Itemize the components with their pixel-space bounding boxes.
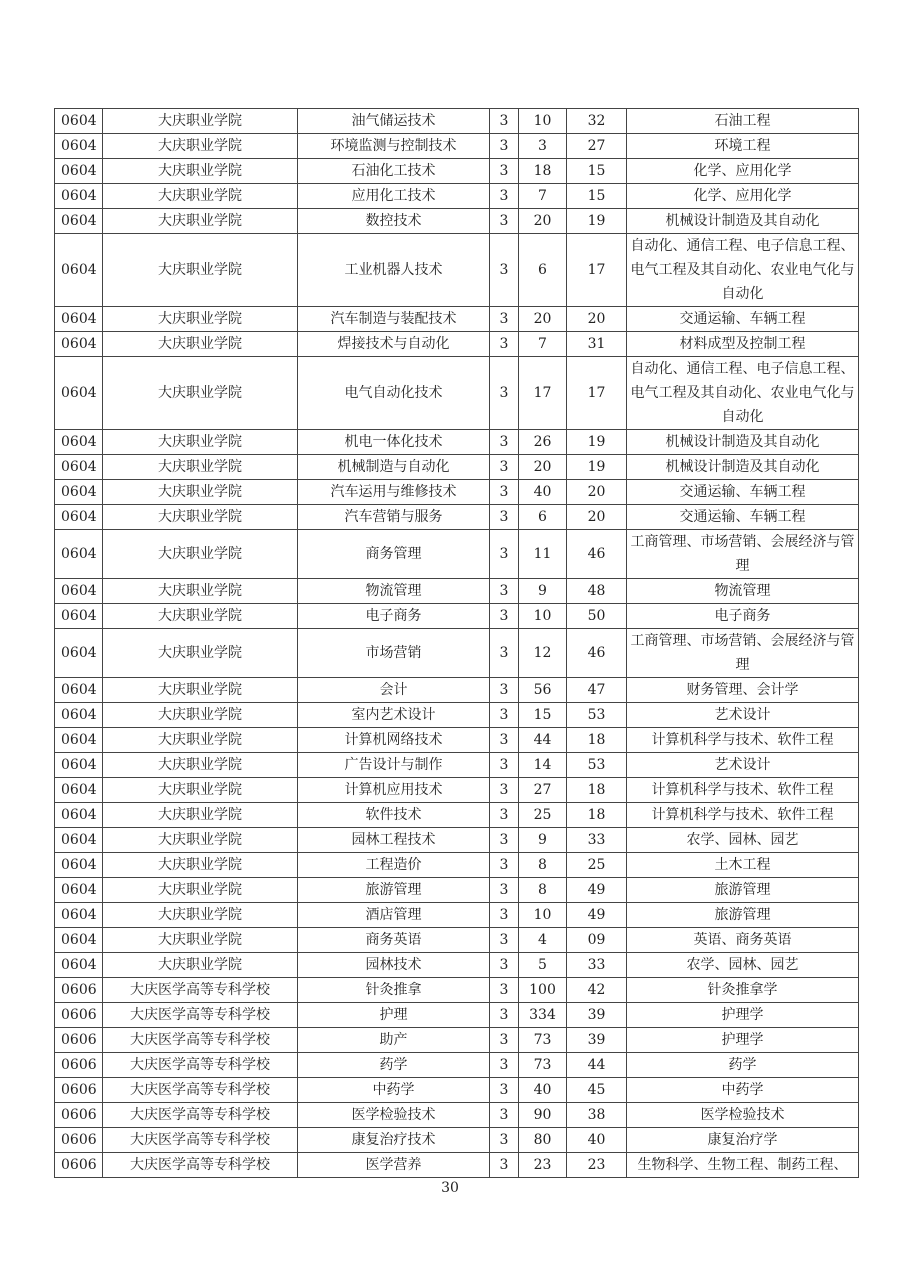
major-name-cell: 针灸推拿	[298, 978, 490, 1003]
school-code-cell: 0604	[55, 828, 103, 853]
duration-cell: 3	[490, 455, 519, 480]
school-name-cell: 大庆职业学院	[103, 853, 298, 878]
quota-cell: 334	[519, 1003, 567, 1028]
page-number: 30	[441, 1180, 459, 1196]
school-code-cell: 0604	[55, 903, 103, 928]
table-row	[55, 1053, 859, 1078]
target-major-cell: 计算机科学与技术、软件工程	[627, 778, 859, 803]
table-row	[55, 1103, 859, 1128]
category-code-cell: 33	[567, 953, 627, 978]
major-name-cell: 汽车运用与维修技术	[298, 480, 490, 505]
quota-cell: 90	[519, 1103, 567, 1128]
school-code-cell: 0604	[55, 307, 103, 332]
table-row	[55, 455, 859, 480]
target-major-cell: 机械设计制造及其自动化	[627, 455, 859, 480]
quota-cell: 17	[519, 357, 567, 430]
major-name-cell: 会计	[298, 678, 490, 703]
major-name-cell: 工程造价	[298, 853, 490, 878]
school-name-cell: 大庆职业学院	[103, 530, 298, 579]
major-name-cell: 机械制造与自动化	[298, 455, 490, 480]
school-name-cell: 大庆职业学院	[103, 778, 298, 803]
table-row	[55, 828, 859, 853]
category-code-cell: 49	[567, 903, 627, 928]
school-code-cell: 0606	[55, 978, 103, 1003]
target-major-cell: 机械设计制造及其自动化	[627, 209, 859, 234]
category-code-cell: 25	[567, 853, 627, 878]
target-major-cell: 护理学	[627, 1028, 859, 1053]
school-code-cell: 0604	[55, 430, 103, 455]
duration-cell: 3	[490, 728, 519, 753]
major-name-cell: 环境监测与控制技术	[298, 134, 490, 159]
major-name-cell: 石油化工技术	[298, 159, 490, 184]
major-name-cell: 应用化工技术	[298, 184, 490, 209]
quota-cell: 26	[519, 430, 567, 455]
quota-cell: 14	[519, 753, 567, 778]
category-code-cell: 44	[567, 1053, 627, 1078]
duration-cell: 3	[490, 480, 519, 505]
school-name-cell: 大庆职业学院	[103, 184, 298, 209]
duration-cell: 3	[490, 1078, 519, 1103]
major-name-cell: 物流管理	[298, 579, 490, 604]
table-row	[55, 332, 859, 357]
school-name-cell: 大庆医学高等专科学校	[103, 1028, 298, 1053]
quota-cell: 56	[519, 678, 567, 703]
target-major-cell: 英语、商务英语	[627, 928, 859, 953]
target-major-cell: 计算机科学与技术、软件工程	[627, 728, 859, 753]
target-major-cell: 医学检验技术	[627, 1103, 859, 1128]
table-row	[55, 307, 859, 332]
school-code-cell: 0606	[55, 1128, 103, 1153]
table-row	[55, 530, 859, 579]
school-code-cell: 0604	[55, 505, 103, 530]
school-code-cell: 0604	[55, 703, 103, 728]
major-name-cell: 广告设计与制作	[298, 753, 490, 778]
school-name-cell: 大庆职业学院	[103, 903, 298, 928]
table-row	[55, 109, 859, 134]
duration-cell: 3	[490, 159, 519, 184]
quota-cell: 7	[519, 184, 567, 209]
school-code-cell: 0604	[55, 480, 103, 505]
target-major-cell: 化学、应用化学	[627, 159, 859, 184]
duration-cell: 3	[490, 505, 519, 530]
school-name-cell: 大庆职业学院	[103, 134, 298, 159]
duration-cell: 3	[490, 928, 519, 953]
table-row	[55, 753, 859, 778]
school-code-cell: 0606	[55, 1153, 103, 1178]
school-code-cell: 0604	[55, 928, 103, 953]
duration-cell: 3	[490, 430, 519, 455]
quota-cell: 9	[519, 579, 567, 604]
school-name-cell: 大庆职业学院	[103, 332, 298, 357]
table-body	[55, 109, 859, 1178]
duration-cell: 3	[490, 803, 519, 828]
quota-cell: 10	[519, 109, 567, 134]
duration-cell: 3	[490, 1153, 519, 1178]
school-name-cell: 大庆职业学院	[103, 828, 298, 853]
category-code-cell: 50	[567, 604, 627, 629]
major-name-cell: 汽车营销与服务	[298, 505, 490, 530]
school-code-cell: 0604	[55, 530, 103, 579]
table-row	[55, 505, 859, 530]
table-row	[55, 978, 859, 1003]
duration-cell: 3	[490, 307, 519, 332]
duration-cell: 3	[490, 209, 519, 234]
school-code-cell: 0604	[55, 109, 103, 134]
quota-cell: 6	[519, 505, 567, 530]
school-name-cell: 大庆职业学院	[103, 209, 298, 234]
category-code-cell: 31	[567, 332, 627, 357]
category-code-cell: 49	[567, 878, 627, 903]
table-row	[55, 953, 859, 978]
table-row	[55, 728, 859, 753]
major-name-cell: 医学检验技术	[298, 1103, 490, 1128]
table-row	[55, 1078, 859, 1103]
school-name-cell: 大庆职业学院	[103, 505, 298, 530]
table-row	[55, 903, 859, 928]
quota-cell: 20	[519, 455, 567, 480]
category-code-cell: 27	[567, 134, 627, 159]
table-row	[55, 878, 859, 903]
category-code-cell: 17	[567, 357, 627, 430]
school-name-cell: 大庆职业学院	[103, 234, 298, 307]
table-row	[55, 159, 859, 184]
school-name-cell: 大庆职业学院	[103, 480, 298, 505]
school-name-cell: 大庆职业学院	[103, 109, 298, 134]
enrollment-table	[54, 108, 859, 1178]
table-row	[55, 480, 859, 505]
quota-cell: 23	[519, 1153, 567, 1178]
target-major-cell: 工商管理、市场营销、会展经济与管理	[627, 629, 859, 678]
duration-cell: 3	[490, 332, 519, 357]
quota-cell: 10	[519, 903, 567, 928]
duration-cell: 3	[490, 1003, 519, 1028]
school-code-cell: 0604	[55, 953, 103, 978]
major-name-cell: 汽车制造与装配技术	[298, 307, 490, 332]
duration-cell: 3	[490, 234, 519, 307]
target-major-cell: 交通运输、车辆工程	[627, 307, 859, 332]
target-major-cell: 自动化、通信工程、电子信息工程、电气工程及其自动化、农业电气化与自动化	[627, 234, 859, 307]
quota-cell: 27	[519, 778, 567, 803]
duration-cell: 3	[490, 753, 519, 778]
category-code-cell: 20	[567, 480, 627, 505]
table-row	[55, 928, 859, 953]
major-name-cell: 护理	[298, 1003, 490, 1028]
table-row	[55, 1153, 859, 1178]
quota-cell: 73	[519, 1028, 567, 1053]
school-code-cell: 0606	[55, 1053, 103, 1078]
target-major-cell: 艺术设计	[627, 703, 859, 728]
school-name-cell: 大庆职业学院	[103, 753, 298, 778]
category-code-cell: 18	[567, 728, 627, 753]
target-major-cell: 计算机科学与技术、软件工程	[627, 803, 859, 828]
quota-cell: 8	[519, 878, 567, 903]
target-major-cell: 自动化、通信工程、电子信息工程、电气工程及其自动化、农业电气化与自动化	[627, 357, 859, 430]
target-major-cell: 电子商务	[627, 604, 859, 629]
major-name-cell: 园林工程技术	[298, 828, 490, 853]
school-name-cell: 大庆职业学院	[103, 307, 298, 332]
category-code-cell: 46	[567, 629, 627, 678]
school-name-cell: 大庆医学高等专科学校	[103, 1153, 298, 1178]
target-major-cell: 财务管理、会计学	[627, 678, 859, 703]
school-name-cell: 大庆医学高等专科学校	[103, 978, 298, 1003]
school-name-cell: 大庆职业学院	[103, 455, 298, 480]
quota-cell: 80	[519, 1128, 567, 1153]
major-name-cell: 计算机网络技术	[298, 728, 490, 753]
school-code-cell: 0604	[55, 332, 103, 357]
category-code-cell: 40	[567, 1128, 627, 1153]
quota-cell: 40	[519, 480, 567, 505]
major-name-cell: 药学	[298, 1053, 490, 1078]
school-code-cell: 0604	[55, 778, 103, 803]
quota-cell: 15	[519, 703, 567, 728]
school-name-cell: 大庆职业学院	[103, 579, 298, 604]
duration-cell: 3	[490, 134, 519, 159]
category-code-cell: 53	[567, 753, 627, 778]
quota-cell: 8	[519, 853, 567, 878]
school-name-cell: 大庆职业学院	[103, 678, 298, 703]
duration-cell: 3	[490, 853, 519, 878]
school-name-cell: 大庆医学高等专科学校	[103, 1003, 298, 1028]
school-code-cell: 0606	[55, 1103, 103, 1128]
category-code-cell: 09	[567, 928, 627, 953]
quota-cell: 18	[519, 159, 567, 184]
duration-cell: 3	[490, 828, 519, 853]
school-code-cell: 0604	[55, 455, 103, 480]
duration-cell: 3	[490, 530, 519, 579]
quota-cell: 6	[519, 234, 567, 307]
table-row	[55, 1003, 859, 1028]
duration-cell: 3	[490, 678, 519, 703]
school-name-cell: 大庆职业学院	[103, 159, 298, 184]
quota-cell: 40	[519, 1078, 567, 1103]
school-name-cell: 大庆医学高等专科学校	[103, 1103, 298, 1128]
school-name-cell: 大庆医学高等专科学校	[103, 1078, 298, 1103]
major-name-cell: 商务管理	[298, 530, 490, 579]
school-name-cell: 大庆医学高等专科学校	[103, 1053, 298, 1078]
major-name-cell: 助产	[298, 1028, 490, 1053]
school-code-cell: 0604	[55, 878, 103, 903]
table-row	[55, 234, 859, 307]
category-code-cell: 38	[567, 1103, 627, 1128]
duration-cell: 3	[490, 579, 519, 604]
major-name-cell: 焊接技术与自动化	[298, 332, 490, 357]
major-name-cell: 计算机应用技术	[298, 778, 490, 803]
table-row	[55, 134, 859, 159]
table-row	[55, 803, 859, 828]
target-major-cell: 旅游管理	[627, 878, 859, 903]
major-name-cell: 旅游管理	[298, 878, 490, 903]
school-name-cell: 大庆职业学院	[103, 430, 298, 455]
school-code-cell: 0606	[55, 1028, 103, 1053]
quota-cell: 25	[519, 803, 567, 828]
category-code-cell: 53	[567, 703, 627, 728]
school-name-cell: 大庆职业学院	[103, 803, 298, 828]
quota-cell: 5	[519, 953, 567, 978]
category-code-cell: 42	[567, 978, 627, 1003]
table-row	[55, 357, 859, 430]
major-name-cell: 医学营养	[298, 1153, 490, 1178]
duration-cell: 3	[490, 903, 519, 928]
school-name-cell: 大庆职业学院	[103, 928, 298, 953]
duration-cell: 3	[490, 778, 519, 803]
major-name-cell: 酒店管理	[298, 903, 490, 928]
school-code-cell: 0604	[55, 209, 103, 234]
target-major-cell: 工商管理、市场营销、会展经济与管理	[627, 530, 859, 579]
duration-cell: 3	[490, 978, 519, 1003]
target-major-cell: 艺术设计	[627, 753, 859, 778]
target-major-cell: 化学、应用化学	[627, 184, 859, 209]
target-major-cell: 物流管理	[627, 579, 859, 604]
table-row	[55, 579, 859, 604]
duration-cell: 3	[490, 1053, 519, 1078]
quota-cell: 100	[519, 978, 567, 1003]
table-row	[55, 430, 859, 455]
category-code-cell: 20	[567, 505, 627, 530]
major-name-cell: 中药学	[298, 1078, 490, 1103]
duration-cell: 3	[490, 953, 519, 978]
school-code-cell: 0604	[55, 853, 103, 878]
table-row	[55, 604, 859, 629]
school-code-cell: 0606	[55, 1078, 103, 1103]
quota-cell: 20	[519, 209, 567, 234]
target-major-cell: 环境工程	[627, 134, 859, 159]
school-code-cell: 0604	[55, 803, 103, 828]
school-code-cell: 0604	[55, 753, 103, 778]
table-row	[55, 853, 859, 878]
duration-cell: 3	[490, 629, 519, 678]
school-code-cell: 0604	[55, 234, 103, 307]
school-name-cell: 大庆职业学院	[103, 357, 298, 430]
quota-cell: 20	[519, 307, 567, 332]
major-name-cell: 机电一体化技术	[298, 430, 490, 455]
major-name-cell: 园林技术	[298, 953, 490, 978]
school-code-cell: 0604	[55, 184, 103, 209]
school-code-cell: 0604	[55, 604, 103, 629]
major-name-cell: 电气自动化技术	[298, 357, 490, 430]
school-code-cell: 0604	[55, 728, 103, 753]
school-code-cell: 0604	[55, 134, 103, 159]
major-name-cell: 油气储运技术	[298, 109, 490, 134]
school-name-cell: 大庆职业学院	[103, 953, 298, 978]
duration-cell: 3	[490, 1028, 519, 1053]
major-name-cell: 室内艺术设计	[298, 703, 490, 728]
category-code-cell: 17	[567, 234, 627, 307]
category-code-cell: 15	[567, 184, 627, 209]
school-name-cell: 大庆职业学院	[103, 728, 298, 753]
school-name-cell: 大庆职业学院	[103, 703, 298, 728]
target-major-cell: 护理学	[627, 1003, 859, 1028]
major-name-cell: 电子商务	[298, 604, 490, 629]
duration-cell: 3	[490, 109, 519, 134]
quota-cell: 4	[519, 928, 567, 953]
major-name-cell: 工业机器人技术	[298, 234, 490, 307]
major-name-cell: 商务英语	[298, 928, 490, 953]
category-code-cell: 15	[567, 159, 627, 184]
table-row	[55, 678, 859, 703]
school-code-cell: 0604	[55, 579, 103, 604]
table-row	[55, 184, 859, 209]
target-major-cell: 交通运输、车辆工程	[627, 505, 859, 530]
table-row	[55, 629, 859, 678]
school-name-cell: 大庆职业学院	[103, 878, 298, 903]
quota-cell: 11	[519, 530, 567, 579]
category-code-cell: 19	[567, 455, 627, 480]
target-major-cell: 石油工程	[627, 109, 859, 134]
target-major-cell: 机械设计制造及其自动化	[627, 430, 859, 455]
category-code-cell: 45	[567, 1078, 627, 1103]
school-code-cell: 0604	[55, 159, 103, 184]
major-name-cell: 软件技术	[298, 803, 490, 828]
target-major-cell: 材料成型及控制工程	[627, 332, 859, 357]
category-code-cell: 18	[567, 803, 627, 828]
quota-cell: 7	[519, 332, 567, 357]
school-name-cell: 大庆职业学院	[103, 629, 298, 678]
school-code-cell: 0604	[55, 357, 103, 430]
duration-cell: 3	[490, 184, 519, 209]
quota-cell: 73	[519, 1053, 567, 1078]
target-major-cell: 农学、园林、园艺	[627, 828, 859, 853]
duration-cell: 3	[490, 703, 519, 728]
target-major-cell: 土木工程	[627, 853, 859, 878]
major-name-cell: 康复治疗技术	[298, 1128, 490, 1153]
category-code-cell: 32	[567, 109, 627, 134]
category-code-cell: 20	[567, 307, 627, 332]
duration-cell: 3	[490, 1103, 519, 1128]
category-code-cell: 33	[567, 828, 627, 853]
school-code-cell: 0604	[55, 678, 103, 703]
duration-cell: 3	[490, 878, 519, 903]
table-row	[55, 209, 859, 234]
table-row	[55, 778, 859, 803]
target-major-cell: 生物科学、生物工程、制药工程、	[627, 1153, 859, 1178]
table-row	[55, 703, 859, 728]
category-code-cell: 46	[567, 530, 627, 579]
category-code-cell: 39	[567, 1003, 627, 1028]
target-major-cell: 交通运输、车辆工程	[627, 480, 859, 505]
school-name-cell: 大庆职业学院	[103, 604, 298, 629]
target-major-cell: 中药学	[627, 1078, 859, 1103]
duration-cell: 3	[490, 1128, 519, 1153]
category-code-cell: 47	[567, 678, 627, 703]
quota-cell: 9	[519, 828, 567, 853]
target-major-cell: 农学、园林、园艺	[627, 953, 859, 978]
target-major-cell: 旅游管理	[627, 903, 859, 928]
duration-cell: 3	[490, 604, 519, 629]
category-code-cell: 48	[567, 579, 627, 604]
target-major-cell: 康复治疗学	[627, 1128, 859, 1153]
major-name-cell: 市场营销	[298, 629, 490, 678]
quota-cell: 44	[519, 728, 567, 753]
quota-cell: 3	[519, 134, 567, 159]
major-name-cell: 数控技术	[298, 209, 490, 234]
category-code-cell: 23	[567, 1153, 627, 1178]
target-major-cell: 针灸推拿学	[627, 978, 859, 1003]
table-row	[55, 1028, 859, 1053]
school-code-cell: 0606	[55, 1003, 103, 1028]
school-code-cell: 0604	[55, 629, 103, 678]
quota-cell: 12	[519, 629, 567, 678]
school-name-cell: 大庆医学高等专科学校	[103, 1128, 298, 1153]
target-major-cell: 药学	[627, 1053, 859, 1078]
category-code-cell: 19	[567, 209, 627, 234]
table-row	[55, 1128, 859, 1153]
duration-cell: 3	[490, 357, 519, 430]
category-code-cell: 19	[567, 430, 627, 455]
category-code-cell: 39	[567, 1028, 627, 1053]
category-code-cell: 18	[567, 778, 627, 803]
quota-cell: 10	[519, 604, 567, 629]
